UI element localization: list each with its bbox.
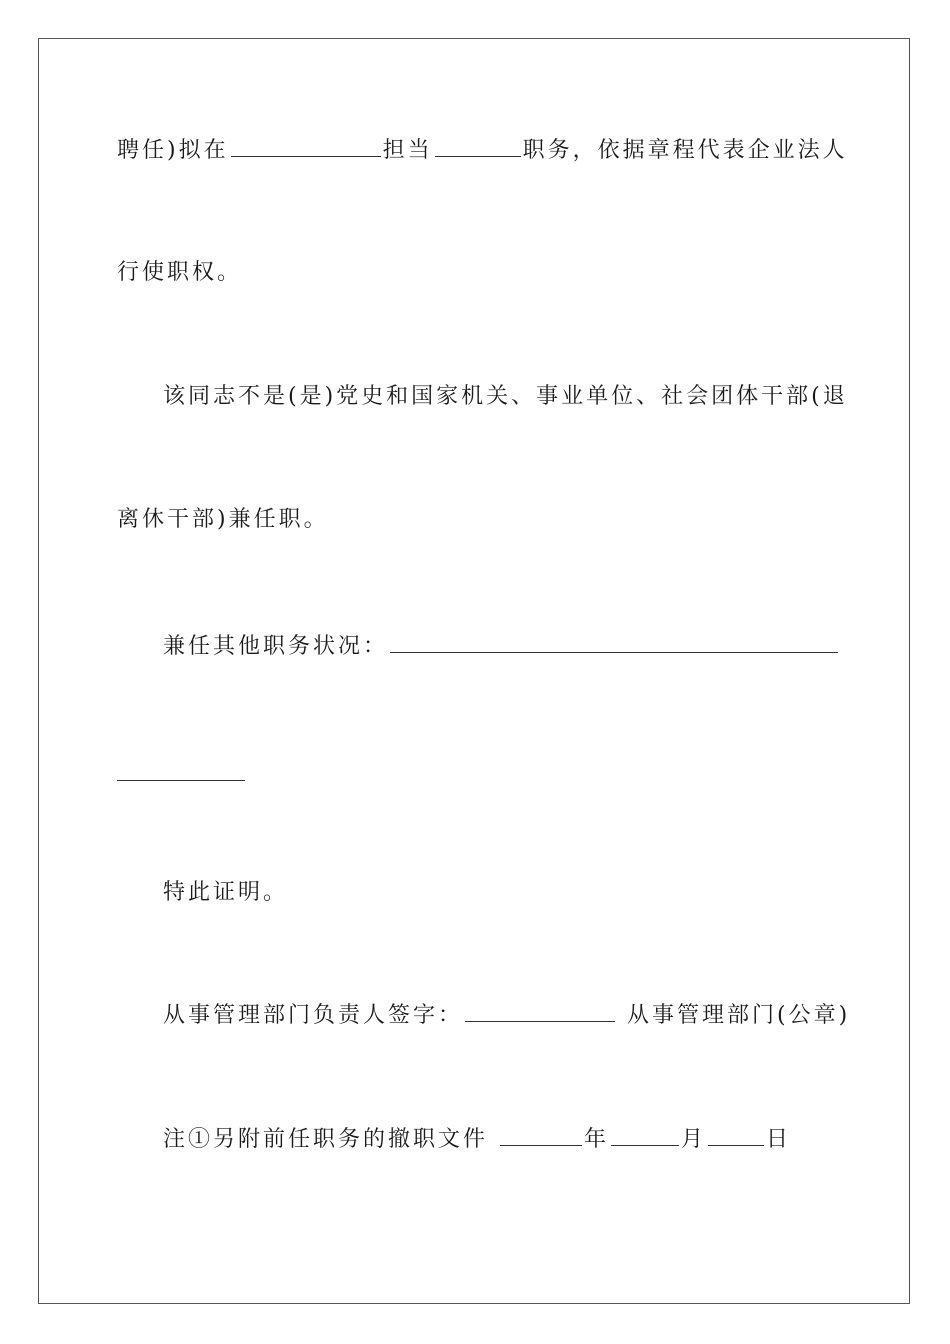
text-line-certification: 特此证明。 xyxy=(163,880,289,905)
page-border xyxy=(38,38,910,1304)
month-blank[interactable] xyxy=(611,1125,679,1146)
text-line-signature xyxy=(163,1001,850,1031)
year-blank[interactable] xyxy=(500,1125,582,1146)
text-line-appointment xyxy=(117,136,848,166)
day-label: 日 xyxy=(766,1127,792,1152)
text-line-other-positions xyxy=(163,632,840,662)
signature-blank[interactable] xyxy=(465,1001,615,1022)
text-line-authority: 行使职权。 xyxy=(117,260,243,285)
position-location-blank[interactable] xyxy=(231,136,381,157)
appointment-text-start: 聘任)拟在 xyxy=(117,138,229,163)
day-blank[interactable] xyxy=(708,1125,764,1146)
appointment-text-middle: 担当 xyxy=(382,138,433,163)
appointment-text-end: 职务，依据章程代表企业法人 xyxy=(522,138,848,163)
signature-label: 从事管理部门负责人签字： xyxy=(163,1003,464,1028)
text-line-note-date xyxy=(163,1125,791,1155)
note-text: 注①另附前任职务的撤职文件 xyxy=(163,1127,489,1152)
text-line-status-continued: 离休干部)兼任职。 xyxy=(117,507,329,532)
year-label: 年 xyxy=(584,1127,610,1152)
other-positions-label: 兼任其他职务状况： xyxy=(163,634,389,659)
department-seal-label: 从事管理部门(公章) xyxy=(627,1003,851,1028)
month-label: 月 xyxy=(681,1127,707,1152)
job-title-blank[interactable] xyxy=(435,136,521,157)
other-positions-continuation-blank[interactable] xyxy=(117,778,245,781)
other-positions-blank[interactable] xyxy=(390,632,838,653)
text-line-status: 该同志不是(是)党史和国家机关、事业单位、社会团体干部(退 xyxy=(163,384,848,409)
